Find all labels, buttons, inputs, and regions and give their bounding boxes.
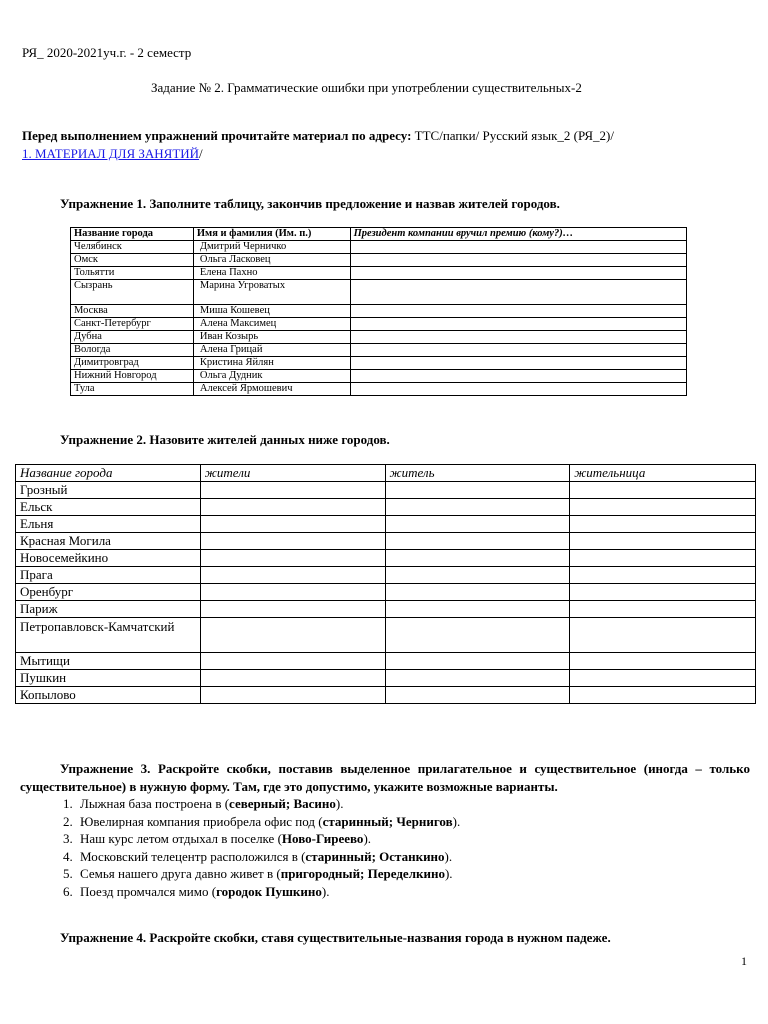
city-cell: Челябинск <box>71 241 194 254</box>
city-cell: Тольятти <box>71 267 194 280</box>
item-text: Московский телецентр расположился в ( <box>80 848 306 864</box>
city-cell: Тула <box>71 383 194 396</box>
resident-female-cell[interactable] <box>570 670 756 687</box>
resident-male-cell[interactable] <box>385 499 570 516</box>
name-cell: Иван Козырь <box>193 331 350 344</box>
resident-male-cell[interactable] <box>385 584 570 601</box>
assignment-title: Задание № 2. Грамматические ошибки при употреблении существительных-2 <box>151 80 582 95</box>
answer-cell[interactable] <box>350 344 686 357</box>
material-link[interactable]: 1. МАТЕРИАЛ ДЛЯ ЗАНЯТИЙ <box>22 146 200 161</box>
city-cell: Грозный <box>16 482 201 499</box>
table-row <box>16 584 756 601</box>
city-cell: Омск <box>71 254 194 267</box>
exercise1-title: Упражнение 1. Заполните таблицу, закончив предложение и назвав жителей городов. <box>60 196 560 211</box>
residents-cell[interactable] <box>200 516 385 533</box>
resident-male-cell[interactable] <box>385 567 570 584</box>
table-row <box>71 383 687 396</box>
city-cell: Копылово <box>16 687 201 704</box>
city-cell: Красная Могила <box>16 533 201 550</box>
city-cell: Новосемейкино <box>16 550 201 567</box>
answer-cell[interactable] <box>350 370 686 383</box>
header-name: Имя и фамилия (Им. п.) <box>193 228 350 241</box>
table-row <box>16 499 756 516</box>
city-cell: Пушкин <box>16 670 201 687</box>
resident-male-cell[interactable] <box>385 601 570 618</box>
header-resident-female: жительница <box>570 465 756 482</box>
course-header: РЯ_ 2020-2021уч.г. - 2 семестр <box>22 45 192 60</box>
item-text: Семья нашего друга давно живет в ( <box>80 866 281 881</box>
name-cell: Алена Грицай <box>193 344 350 357</box>
item-bold: городок Пушкино <box>216 883 322 899</box>
resident-male-cell[interactable] <box>385 653 570 670</box>
residents-cell[interactable] <box>200 567 385 584</box>
residents-cell[interactable] <box>200 584 385 601</box>
resident-female-cell[interactable] <box>570 653 756 670</box>
resident-female-cell[interactable] <box>570 533 756 550</box>
table-row <box>71 280 687 305</box>
item-text: Наш курс летом отдыхал в поселке ( <box>80 831 282 846</box>
table-row <box>16 601 756 618</box>
table-row <box>71 344 687 357</box>
city-cell: Димитровград <box>71 357 194 370</box>
item-text: Поезд промчался мимо ( <box>80 883 217 899</box>
residents-cell[interactable] <box>200 499 385 516</box>
name-cell: Елена Пахно <box>193 267 350 280</box>
city-cell: Санкт-Петербург <box>71 318 194 331</box>
residents-cell[interactable] <box>200 482 385 499</box>
table-header-row <box>16 465 756 482</box>
table-row <box>71 318 687 331</box>
resident-female-cell[interactable] <box>570 618 756 653</box>
instruction-line <box>22 128 614 144</box>
name-cell: Марина Угроватых <box>193 280 350 305</box>
answer-cell[interactable] <box>350 241 686 254</box>
city-cell: Оренбург <box>16 584 201 601</box>
link-slash: / <box>199 146 203 161</box>
resident-male-cell[interactable] <box>385 670 570 687</box>
page-number: 1 <box>741 954 747 968</box>
residents-cell[interactable] <box>200 618 385 653</box>
table-row <box>71 241 687 254</box>
header-award: Президент компании вручил премию (кому?)… <box>350 228 686 241</box>
residents-cell[interactable] <box>200 550 385 567</box>
exercise3-list <box>20 795 750 900</box>
resident-female-cell[interactable] <box>570 687 756 704</box>
resident-female-cell[interactable] <box>570 567 756 584</box>
city-cell: Прага <box>16 567 201 584</box>
residents-cell[interactable] <box>200 687 385 704</box>
instruction-path: ТТС/папки/ Русский язык_2 (РЯ_2)/ <box>411 128 614 143</box>
item-end: ). <box>444 848 453 864</box>
table-row <box>71 370 687 383</box>
item-end: ). <box>363 831 372 846</box>
name-cell: Алена Максимец <box>193 318 350 331</box>
item-end: ). <box>321 883 330 899</box>
resident-female-cell[interactable] <box>570 601 756 618</box>
city-cell: Москва <box>71 305 194 318</box>
name-cell: Миша Кошевец <box>193 305 350 318</box>
resident-female-cell[interactable] <box>570 499 756 516</box>
item-bold: старинный; Останкино <box>305 848 445 864</box>
header-residents: жители <box>200 465 385 482</box>
residents-cell[interactable] <box>200 653 385 670</box>
table-row <box>16 653 756 670</box>
list-item <box>76 795 750 813</box>
resident-male-cell[interactable] <box>385 516 570 533</box>
item-bold: северный; Васино <box>229 796 336 811</box>
city-cell: Ельск <box>16 499 201 516</box>
header-resident-male: житель <box>385 465 570 482</box>
table-row <box>16 550 756 567</box>
answer-cell[interactable] <box>350 280 686 305</box>
name-cell: Алексей Ярмошевич <box>193 383 350 396</box>
item-end: ). <box>452 813 461 829</box>
table-row <box>71 254 687 267</box>
city-cell: Дубна <box>71 331 194 344</box>
table-row <box>71 331 687 344</box>
exercise4-title: Упражнение 4. Раскройте скобки, ставя существительные-названия города в нужном падеже. <box>60 930 611 945</box>
list-item <box>76 813 750 831</box>
list-item <box>76 830 750 848</box>
residents-cell[interactable] <box>200 601 385 618</box>
table-row <box>16 618 756 653</box>
resident-male-cell[interactable] <box>385 687 570 704</box>
item-end: ). <box>335 796 344 811</box>
item-bold: старинный; Чернигов <box>322 813 453 829</box>
table-row <box>16 533 756 550</box>
list-item <box>76 848 750 866</box>
city-cell: Нижний Новгород <box>71 370 194 383</box>
resident-female-cell[interactable] <box>570 482 756 499</box>
table-row <box>16 670 756 687</box>
table-header-row <box>71 228 687 241</box>
exercise3-block <box>20 760 750 900</box>
item-bold: Ново-Гиреево <box>281 831 364 846</box>
exercise1-table <box>70 227 687 396</box>
exercise2-title: Упражнение 2. Назовите жителей данных ниже городов. <box>60 432 390 447</box>
header-city: Название города <box>16 465 201 482</box>
city-cell: Вологда <box>71 344 194 357</box>
item-bold: пригородный; Переделкино <box>280 866 445 881</box>
answer-cell[interactable] <box>350 331 686 344</box>
table-row <box>71 267 687 280</box>
item-end: ). <box>444 866 453 881</box>
answer-cell[interactable] <box>350 318 686 331</box>
name-cell: Ольга Ласковец <box>193 254 350 267</box>
answer-cell[interactable] <box>350 383 686 396</box>
city-cell: Париж <box>16 601 201 618</box>
city-cell: Мытищи <box>16 653 201 670</box>
exercise3-title: Упражнение 3. Раскройте скобки, поставив выделенное прилагательное и существительное (иногда – только существительное) в нужную форму. Там, где это допустимо, укажите возможные варианты. <box>20 761 750 794</box>
table-row <box>71 357 687 370</box>
name-cell: Кристина Яйлян <box>193 357 350 370</box>
city-cell: Ельня <box>16 516 201 533</box>
answer-cell[interactable] <box>350 254 686 267</box>
list-item <box>76 883 750 901</box>
name-cell: Дмитрий Черничко <box>193 241 350 254</box>
resident-male-cell[interactable] <box>385 533 570 550</box>
city-cell: Петропавловск-Камчатский <box>16 618 201 653</box>
table-row <box>16 482 756 499</box>
residents-cell[interactable] <box>200 670 385 687</box>
resident-female-cell[interactable] <box>570 516 756 533</box>
resident-male-cell[interactable] <box>385 482 570 499</box>
table-row <box>16 687 756 704</box>
residents-cell[interactable] <box>200 533 385 550</box>
table-row <box>16 567 756 584</box>
name-cell: Ольга Дудник <box>193 370 350 383</box>
resident-male-cell[interactable] <box>385 550 570 567</box>
city-cell: Сызрань <box>71 280 194 305</box>
item-text: Ювелирная компания приобрела офис под ( <box>80 813 323 829</box>
answer-cell[interactable] <box>350 305 686 318</box>
instruction-bold: Перед выполнением упражнений прочитайте материал по адресу: <box>22 128 412 143</box>
table-row <box>71 305 687 318</box>
header-city: Название города <box>71 228 194 241</box>
answer-cell[interactable] <box>350 357 686 370</box>
resident-male-cell[interactable] <box>385 618 570 653</box>
resident-female-cell[interactable] <box>570 550 756 567</box>
exercise2-table <box>15 464 756 704</box>
list-item <box>76 865 750 883</box>
resident-female-cell[interactable] <box>570 584 756 601</box>
instruction-link-line <box>22 146 203 162</box>
answer-cell[interactable] <box>350 267 686 280</box>
table-row <box>16 516 756 533</box>
item-text: Лыжная база построена в ( <box>80 796 230 811</box>
